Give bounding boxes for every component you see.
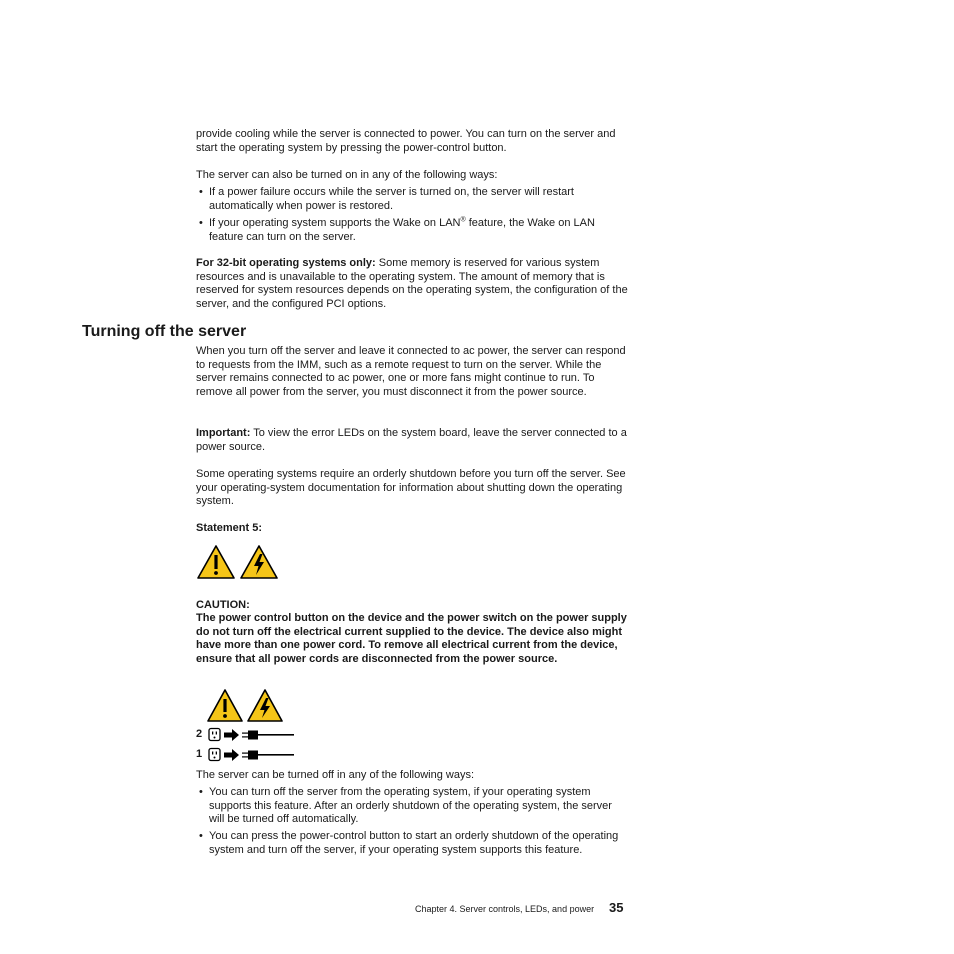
intro-paragraph: provide cooling while the server is connected to power. You can turn on the server and start the operating system by pressing the power-control button. (196, 128, 616, 154)
cord-number: 1 (196, 748, 203, 760)
list-item-text: If your operating system supports the Wake on LAN® feature, the Wake on LAN feature can turn on the server. (209, 216, 595, 243)
caution-exclamation-icon (208, 690, 242, 721)
list-item (196, 830, 628, 857)
power-outlet-icon (209, 729, 220, 741)
unplug-arrow-icon (224, 729, 239, 741)
footer-chapter: Chapter 4. Server controls, LEDs, and power (415, 904, 595, 914)
bullet-mark: • (199, 786, 203, 798)
list-item (196, 217, 628, 244)
warning-icons-2 (206, 688, 286, 724)
caution-label: CAUTION: (196, 599, 250, 611)
turn-off-ways-paragraph: The server can be turned off in any of the following ways: (196, 769, 475, 781)
electrical-hazard-icon (248, 690, 282, 721)
unplug-arrow-icon (224, 749, 239, 761)
warning-icons (196, 543, 280, 581)
power-plug-icon (242, 751, 294, 760)
power-cord-row (196, 727, 306, 743)
note-32bit (196, 257, 628, 312)
electrical-hazard-icon (241, 546, 277, 578)
section-heading: Turning off the server (82, 323, 247, 340)
note-text: Some memory is reserved for various system resources and is unavailable to the operating system. The amount of memory that is reserved for system resources depends on the operating system, the configuration of the server, and the configured PCI options. (196, 257, 628, 311)
registered-mark: ® (460, 216, 466, 224)
bullet-mark: • (199, 830, 203, 842)
list-item-text: You can press the power-control button to start an orderly shutdown of the operating system and turn off the server, if your operating system supports this feature. (209, 830, 619, 856)
list-item (196, 186, 628, 213)
list-item-text: You can turn off the server from the operating system, if your operating system supports this feature. After an orderly shutdown of the operating system, the server will be turned off automatically. (209, 786, 612, 826)
section-paragraph: When you turn off the server and leave it connected to ac power, the server can respond to requests from the IMM, such as a remote request to turn on the server. While the server remains connected to ac power, one or more fans might continue to run. To remove all power from the server, you must disconnect it from the power source. (196, 345, 626, 399)
important-label: Important: (196, 427, 251, 439)
bullet-mark: • (199, 186, 203, 198)
bullet-mark: • (199, 217, 203, 229)
shutdown-paragraph: Some operating systems require an orderly shutdown before you turn off the server. See your operating-system documentation for information about shutting down the operating system. (196, 468, 626, 508)
caution-text: The power control button on the device and the power switch on the power supply do not turn off the electrical current supplied to the device. The device also might have more than one power cord. To remove all electrical current from the device, ensure that all power cords are disconnected from the power source. (196, 612, 627, 666)
page-number: 35 (609, 900, 624, 915)
power-plug-icon (242, 731, 294, 740)
statement-label: Statement 5: (196, 522, 263, 534)
cord-number: 2 (196, 728, 203, 740)
power-outlet-icon (209, 749, 220, 761)
important-text: To view the error LEDs on the system board, leave the server connected to a power source. (196, 427, 627, 453)
list-item (196, 786, 628, 827)
important-note (196, 427, 628, 454)
power-cord-row (196, 747, 306, 763)
turn-on-ways-paragraph: The server can also be turned on in any of the following ways: (196, 169, 498, 181)
list-item-text: If a power failure occurs while the server is turned on, the server will restart automatically when power is restored. (209, 186, 574, 212)
note-label: For 32-bit operating systems only: (196, 257, 376, 269)
caution-exclamation-icon (198, 546, 234, 578)
